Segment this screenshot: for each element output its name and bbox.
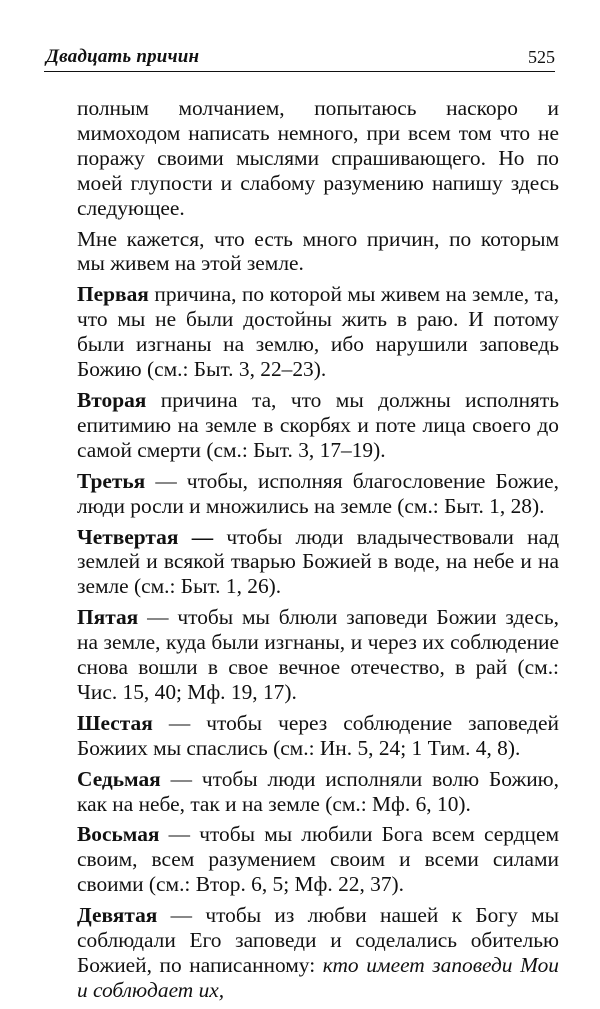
paragraph-text: причина, по которой мы живем на земле, та, что мы не были достойны жить в раю. И потому были изгнаны на землю, ибо нарушили заповедь Божию (см.: Быт. 3, 22–23).: [77, 282, 559, 382]
paragraph-lead-word: Четвертая —: [77, 524, 214, 549]
paragraph: [77, 96, 559, 221]
paragraph-lead-word: Вторая: [77, 387, 147, 412]
paragraph: [77, 767, 559, 817]
paragraph-lead-word: Шестая: [77, 710, 153, 735]
paragraph-lead-word: Седьмая: [77, 766, 161, 791]
scripture-quote: кто имеет заповеди Мои и соблюдает их,: [77, 953, 560, 1002]
paragraph: [77, 282, 559, 382]
paragraph-lead-word: Девятая: [77, 903, 158, 928]
paragraph: [77, 525, 559, 600]
paragraph-text: причина та, что мы должны исполнять епитимию на земле в скорбях и поте лица своего до самой смерти (см.: Быт. 3, 17–19).: [77, 387, 559, 462]
paragraph-text: чтобы люди владычествовали над землей и всякой тварью Божией в воде, на небе и на земле (см.: Быт. 1, 26).: [77, 524, 559, 599]
paragraph-text: — чтобы, исполняя благословение Божие, люди росли и множились на земле (см.: Быт. 1, 28).: [77, 468, 559, 518]
paragraph: [77, 711, 559, 761]
paragraph-lead-word: Первая: [77, 282, 149, 307]
paragraph-lead-word: Восьмая: [77, 822, 160, 847]
running-title: Двадцать причин: [46, 46, 200, 67]
paragraph-lead-word: Третья: [77, 468, 146, 493]
paragraph-lead-word: Пятая: [77, 605, 139, 630]
body-text: [77, 96, 559, 1009]
paragraph-text: — чтобы мы любили Бога всем сердцем своим, всем разумением своим и всеми силами своими (см.: Втор. 6, 5; Мф. 22, 37).: [77, 822, 559, 897]
running-header: [44, 40, 555, 68]
paragraph-text: — чтобы через соблюдение заповедей Божиих мы спаслись (см.: Ин. 5, 24; 1 Тим. 4, 8).: [77, 710, 559, 760]
paragraph-text: — чтобы из любви нашей к Богу мы соблюдали Его заповеди и соделались обителью Божией, по написанному:: [77, 903, 559, 977]
paragraph: [77, 822, 559, 897]
page-number: 525: [528, 47, 555, 67]
paragraph-text: полным молчанием, попытаюсь наскоро и мимоходом написать немного, при всем том что не поражу своими мыслями спрашивающего. Но по моей глупости и слабому разумению напишу здесь следующее.: [77, 96, 559, 220]
paragraph: [77, 903, 559, 1003]
paragraph: [77, 388, 559, 463]
paragraph-text: — чтобы мы блюли заповеди Божии здесь, на земле, куда были изгнаны, и через их соблюдение снова вошли в свое вечное отечество, в рай (см.: Чис. 15, 40; Мф. 19, 17).: [77, 605, 559, 704]
paragraph: [77, 605, 559, 705]
paragraph-text: — чтобы люди исполняли волю Божию, как на небе, так и на земле (см.: Мф. 6, 10).: [77, 766, 559, 816]
header-rule: [44, 71, 555, 72]
paragraph-text: Мне кажется, что есть много причин, по которым мы живем на этой земле.: [77, 226, 559, 276]
paragraph: [77, 469, 559, 519]
paragraph: [77, 227, 559, 277]
